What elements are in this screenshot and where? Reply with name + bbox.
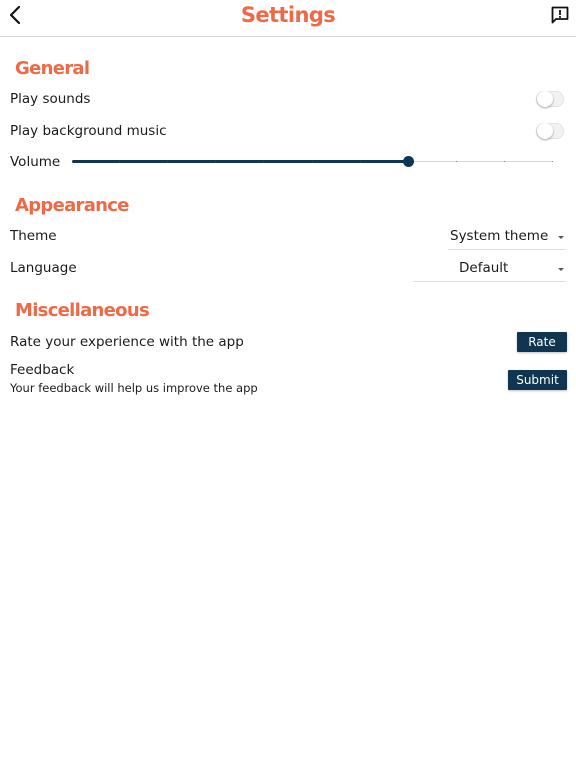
rate-button[interactable]: Rate [517,332,567,352]
theme-dropdown[interactable] [448,228,566,250]
slider-tick [504,161,505,162]
theme-label: Theme [10,228,57,244]
slider-tick [215,161,216,162]
play-sounds-label: Play sounds [10,91,91,107]
feedback-label: Feedback [10,362,75,378]
slider-tick [552,161,553,162]
slider-tick [360,161,361,162]
dropdown-arrow-icon [558,236,564,239]
language-dropdown[interactable] [413,260,566,282]
slider-tick [456,161,457,162]
slider-tick [312,161,313,162]
feedback-header-button[interactable] [549,6,571,28]
theme-value: System theme [450,228,549,244]
language-value: Default [459,260,509,276]
section-title-general: General [15,58,90,79]
volume-slider[interactable] [72,152,553,172]
section-title-misc: Miscellaneous [15,300,149,321]
play-sounds-toggle[interactable] [536,91,564,107]
volume-label: Volume [10,154,61,170]
page-title: Settings [240,3,336,27]
language-label: Language [10,260,77,276]
feedback-subtitle: Your feedback will help us improve the app [10,381,258,395]
toggle-knob [537,123,553,139]
slider-tick [119,161,120,162]
section-title-appearance: Appearance [15,195,129,216]
submit-feedback-button[interactable]: Submit [508,370,567,390]
slider-thumb[interactable] [403,156,414,167]
slider-fill [72,160,409,163]
rate-label: Rate your experience with the app [10,334,244,350]
slider-tick [167,161,168,162]
feedback-icon [550,5,570,29]
app-header [0,0,576,37]
play-music-toggle[interactable] [536,123,564,139]
dropdown-arrow-icon [558,268,564,271]
toggle-knob [537,91,553,107]
slider-tick [263,161,264,162]
play-music-label: Play background music [10,123,167,139]
